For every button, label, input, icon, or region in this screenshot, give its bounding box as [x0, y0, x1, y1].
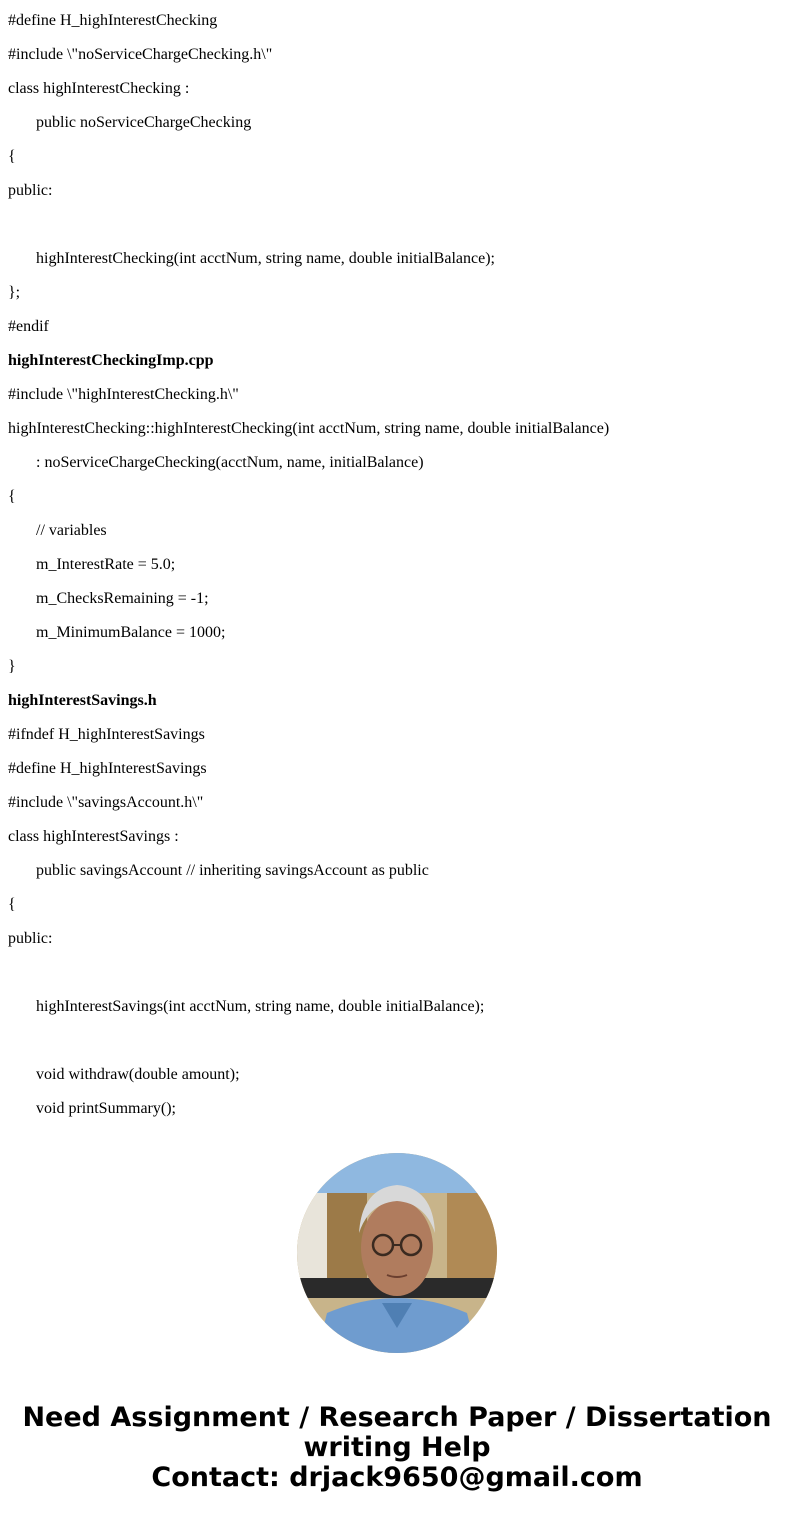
code-line: m_MinimumBalance = 1000;	[36, 624, 226, 641]
code-line: {	[8, 148, 16, 165]
code-listing	[8, 10, 788, 1132]
blank-line	[8, 1030, 788, 1064]
code-line: : noServiceChargeChecking(acctNum, name, initialBalance)	[36, 454, 424, 471]
promo-line-2: writing Help	[303, 1432, 491, 1463]
code-line: highInterestChecking(int acctNum, string name, double initialBalance);	[36, 250, 495, 267]
code-line: class highInterestChecking :	[8, 80, 190, 97]
code-line: };	[8, 284, 21, 301]
promo-line-1: Need Assignment / Research Paper / Dissertation	[22, 1402, 772, 1433]
code-line: class highInterestSavings :	[8, 828, 179, 845]
code-line: public savingsAccount // inheriting savingsAccount as public	[36, 862, 429, 879]
file-heading: highInterestSavings.h	[8, 692, 157, 709]
code-line: #ifndef H_highInterestSavings	[8, 726, 205, 743]
code-line: {	[8, 488, 16, 505]
code-line: #include \"highInterestChecking.h\"	[8, 386, 239, 403]
code-line: m_ChecksRemaining = -1;	[36, 590, 209, 607]
promo-block	[0, 1403, 794, 1493]
code-line: public noServiceChargeChecking	[36, 114, 252, 131]
author-photo	[297, 1153, 497, 1353]
code-line: {	[8, 896, 16, 913]
code-line: highInterestChecking::highInterestChecking(int acctNum, string name, double initialBalance)	[8, 420, 610, 437]
promo-line-3: Contact: drjack9650@gmail.com	[151, 1462, 643, 1493]
code-line: // variables	[36, 522, 107, 539]
code-line: public:	[8, 182, 53, 199]
code-line: public:	[8, 930, 53, 947]
code-line: #include \"savingsAccount.h\"	[8, 794, 204, 811]
code-line: }	[8, 658, 16, 675]
code-line: void printSummary();	[36, 1100, 176, 1117]
blank-line	[8, 962, 788, 996]
blank-line	[8, 214, 788, 248]
code-line: #define H_highInterestSavings	[8, 760, 207, 777]
code-line: #define H_highInterestChecking	[8, 12, 218, 29]
avatar	[297, 1153, 497, 1353]
code-line: m_InterestRate = 5.0;	[36, 556, 176, 573]
code-line: void withdraw(double amount);	[36, 1066, 240, 1083]
code-line: highInterestSavings(int acctNum, string name, double initialBalance);	[36, 998, 485, 1015]
file-heading: highInterestCheckingImp.cpp	[8, 352, 214, 369]
code-line: #endif	[8, 318, 49, 335]
code-line: #include \"noServiceChargeChecking.h\"	[8, 46, 273, 63]
